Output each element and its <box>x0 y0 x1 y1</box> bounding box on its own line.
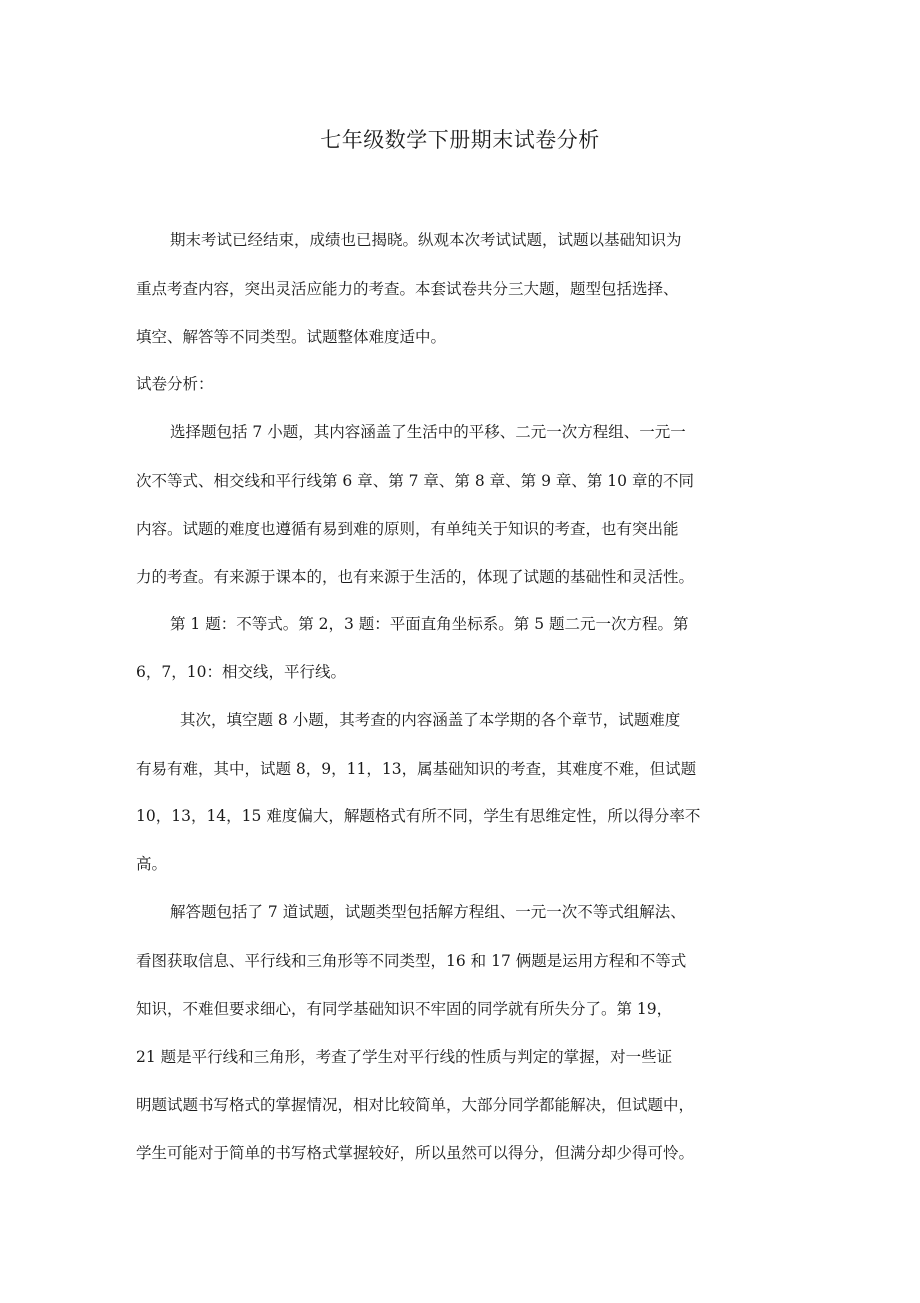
paragraph-line: 明题试题书写格式的掌握情况，相对比较简单，大部分同学都能解决，但试题中， <box>136 1096 695 1114</box>
paragraph-line: 知识，不难但要求细心，有同学基础知识不牢固的同学就有所失分了。第 19， <box>136 1000 673 1018</box>
paragraph-line: 看图获取信息、平行线和三角形等不同类型，16 和 17 俩题是运用方程和不等式 <box>136 952 687 970</box>
paragraph-line: 10，13，14，15 难度偏大，解题格式有所不同，学生有思维定性，所以得分率不 <box>136 807 701 825</box>
page-title: 七年级数学下册期末试卷分析 <box>320 128 600 152</box>
paragraph-line: 学生可能对于简单的书写格式掌握较好，所以虽然可以得分，但满分却少得可怜。 <box>136 1144 695 1162</box>
paragraph-line: 力的考查。有来源于课本的，也有来源于生活的，体现了试题的基础性和灵活性。 <box>136 568 695 586</box>
paragraph-line: 第 1 题：不等式。第 2，3 题：平面直角坐标系。第 5 题二元一次方程。第 <box>170 615 689 633</box>
paragraph-line: 期末考试已经结束，成绩也已揭晓。纵观本次考试试题，试题以基础知识为 <box>170 231 682 249</box>
paragraph-line: 高。 <box>136 855 168 873</box>
paragraph-line: 次不等式、相交线和平行线第 6 章、第 7 章、第 8 章、第 9 章、第 10 章的不同 <box>136 472 694 490</box>
paragraph-line: 选择题包括 7 小题，其内容涵盖了生活中的平移、二元一次方程组、一元一 <box>170 423 686 441</box>
paragraph-line: 填空、解答等不同类型。试题整体难度适中。 <box>136 328 447 346</box>
paragraph-line: 其次，填空题 8 小题，其考查的内容涵盖了本学期的各个章节，试题难度 <box>180 711 681 729</box>
paragraph-line: 21 题是平行线和三角形，考查了学生对平行线的性质与判定的掌握，对一些证 <box>136 1048 673 1066</box>
paragraph-line: 6，7，10：相交线，平行线。 <box>136 663 346 681</box>
paragraph-line: 有易有难，其中，试题 8，9，11，13，属基础知识的考查，其难度不难，但试题 <box>136 760 697 778</box>
paragraph-line: 内容。试题的难度也遵循有易到难的原则，有单纯关于知识的考查，也有突出能 <box>136 520 679 538</box>
section-heading: 试卷分析： <box>136 375 214 393</box>
paragraph-line: 重点考查内容，突出灵活应能力的考查。本套试卷共分三大题，题型包括选择、 <box>136 280 679 298</box>
paragraph-line: 解答题包括了 7 道试题，试题类型包括解方程组、一元一次不等式组解法、 <box>170 903 686 921</box>
